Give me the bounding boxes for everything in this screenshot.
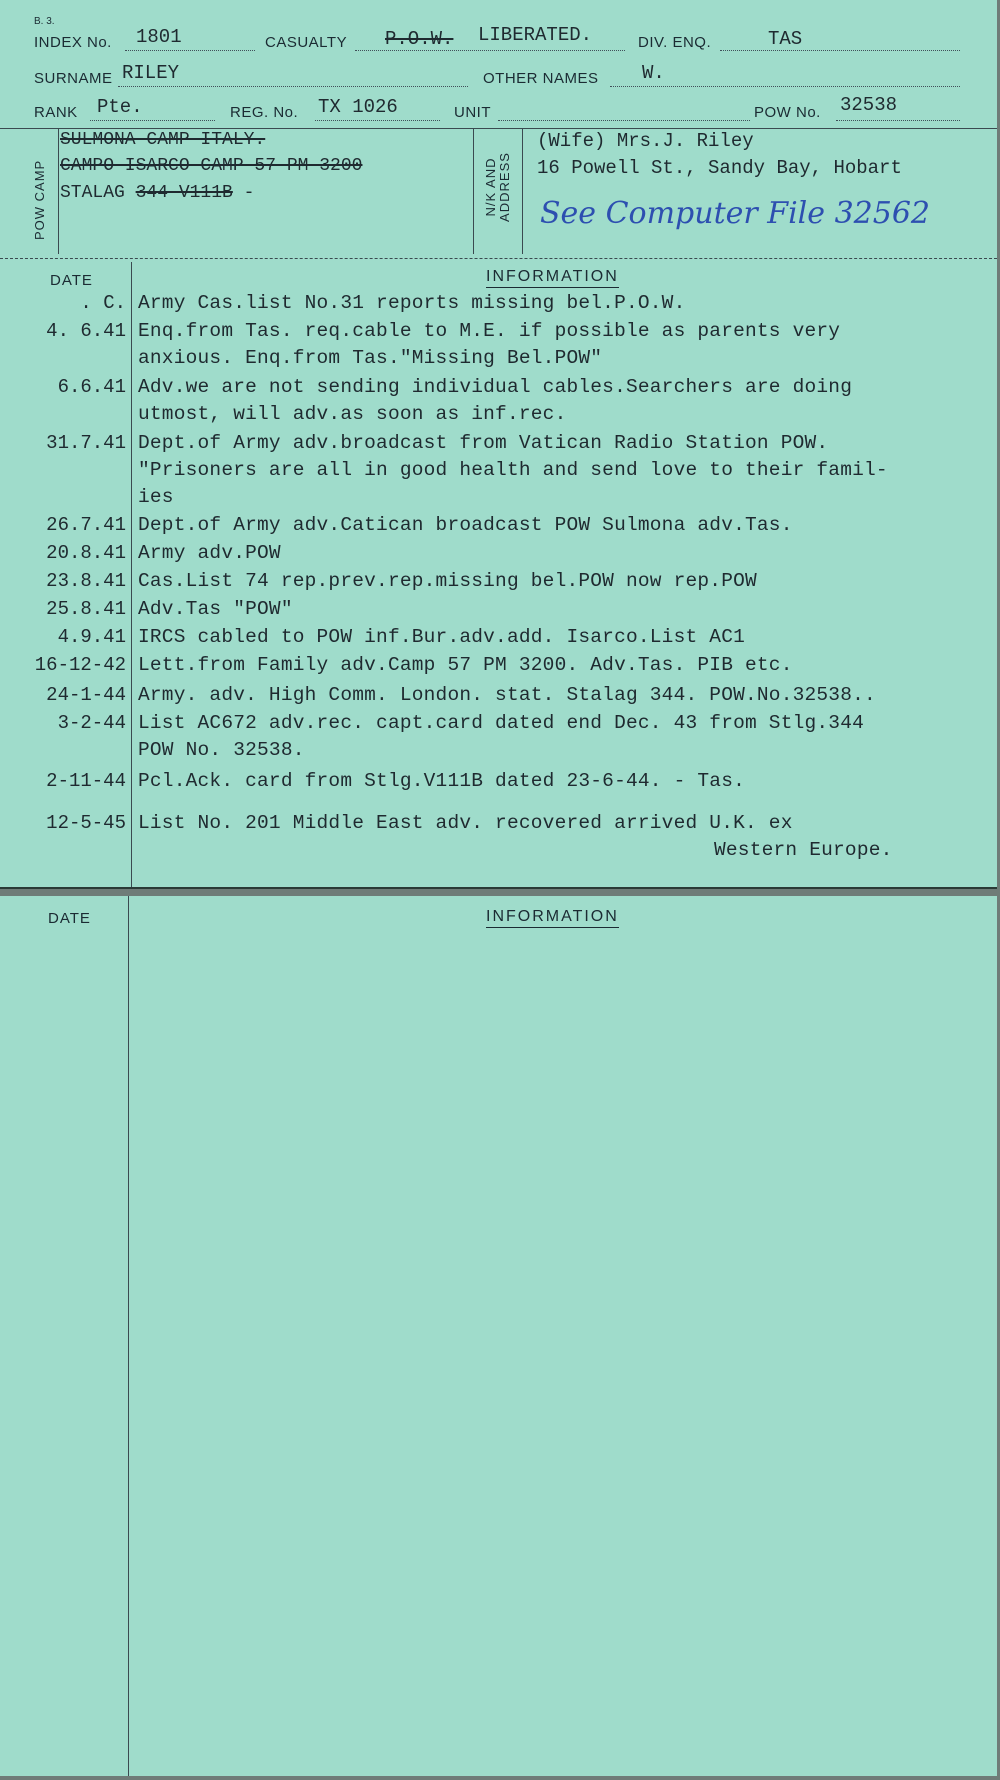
entry-text: IRCS cabled to POW inf.Bur.adv.add. Isarco.List AC1 — [138, 626, 745, 648]
other-names-label: OTHER NAMES — [483, 70, 599, 87]
rank-value: Pte. — [97, 96, 143, 118]
div-enq-value: TAS — [768, 28, 803, 50]
entry-date: 20.8.41 — [46, 542, 126, 564]
pow-camp-line1: SULMONA CAMP ITALY. — [60, 130, 266, 150]
pow-camp-line2: CAMPO ISARCO CAMP 57 PM 3200 — [60, 156, 363, 176]
form-code: B. 3. — [34, 16, 55, 27]
nk-address-line1: (Wife) Mrs.J. Riley — [537, 130, 754, 152]
card-back — [0, 896, 997, 1776]
casualty-label: CASUALTY — [265, 34, 348, 51]
entry-text: Army adv.POW — [138, 542, 281, 564]
entry-text: Pcl.Ack. card from Stlg.V111B dated 23-6-44. - Tas. — [138, 770, 745, 792]
information-header: INFORMATION — [486, 268, 619, 288]
entry-date: . C. — [80, 292, 126, 314]
entry-text: POW No. 32538. — [138, 739, 305, 761]
reg-no-value: TX 1026 — [318, 96, 398, 118]
index-no-value: 1801 — [136, 26, 182, 48]
pow-no-label: POW No. — [754, 104, 821, 121]
entry-text: Army. adv. High Comm. London. stat. Stalag 344. POW.No.32538.. — [138, 684, 876, 706]
back-date-header: DATE — [48, 910, 91, 927]
entry-date: 31.7.41 — [46, 432, 126, 454]
reg-no-label: REG. No. — [230, 104, 299, 121]
entry-text: List No. 201 Middle East adv. recovered arrived U.K. ex — [138, 812, 793, 834]
entry-text: List AC672 adv.rec. capt.card dated end Dec. 43 from Stlg.344 — [138, 712, 865, 734]
back-information-header: INFORMATION — [486, 908, 619, 928]
nk-address-line2: 16 Powell St., Sandy Bay, Hobart — [537, 157, 902, 179]
entry-date: 24-1-44 — [46, 684, 126, 706]
entry-text: anxious. Enq.from Tas."Missing Bel.POW" — [138, 347, 603, 369]
entry-text: Dept.of Army adv.broadcast from Vatican Radio Station POW. — [138, 432, 829, 454]
nk-address-label: N/K AND ADDRESS — [483, 152, 512, 222]
entry-text: ies — [138, 486, 174, 508]
pow-no-value: 32538 — [840, 94, 898, 116]
date-header: DATE — [50, 272, 93, 289]
entry-date: 4.9.41 — [57, 626, 126, 648]
other-names-value: W. — [642, 62, 665, 84]
rank-label: RANK — [34, 104, 78, 121]
entry-text: "Prisoners are all in good health and send love to their famil- — [138, 459, 888, 481]
pow-camp-label: POW CAMP — [32, 159, 47, 240]
entry-text: Dept.of Army adv.Catican broadcast POW Sulmona adv.Tas. — [138, 514, 793, 536]
casualty-struck: P.O.W. — [385, 28, 454, 50]
entry-text: Cas.List 74 rep.prev.rep.missing bel.POW now rep.POW — [138, 570, 757, 592]
pow-camp-line3-prefix: STALAG — [60, 183, 136, 203]
surname-value: RILEY — [122, 62, 180, 84]
entry-date: 6.6.41 — [57, 376, 126, 398]
pow-camp-line3-suffix: - — [232, 183, 255, 203]
entry-text: Adv.we are not sending individual cables.Searchers are doing — [138, 376, 853, 398]
entry-text: Lett.from Family adv.Camp 57 PM 3200. Adv.Tas. PIB etc. — [138, 654, 793, 676]
entry-text: Adv.Tas "POW" — [138, 598, 293, 620]
entry-text: Army Cas.list No.31 reports missing bel.P.O.W. — [138, 292, 686, 314]
index-no-label: INDEX No. — [34, 34, 112, 51]
entry-text: Western Europe. — [714, 839, 893, 861]
casualty-value: LIBERATED. — [478, 24, 593, 46]
entry-date: 2-11-44 — [46, 770, 126, 792]
pow-camp-line3-struck: 344 V111B — [135, 183, 233, 203]
entry-date: 12-5-45 — [46, 812, 126, 834]
entry-date: 23.8.41 — [46, 570, 126, 592]
surname-label: SURNAME — [34, 70, 113, 87]
entry-date: 16-12-42 — [34, 654, 126, 676]
unit-label: UNIT — [454, 104, 491, 121]
entry-text: utmost, will adv.as soon as inf.rec. — [138, 403, 567, 425]
handwritten-note: See Computer File 32562 — [540, 196, 930, 231]
entry-date: 3-2-44 — [57, 712, 126, 734]
entry-date: 25.8.41 — [46, 598, 126, 620]
entry-date: 26.7.41 — [46, 514, 126, 536]
entry-date: 4. 6.41 — [46, 320, 126, 342]
card-front — [0, 0, 997, 889]
div-enq-label: DIV. ENQ. — [638, 34, 712, 51]
entry-text: Enq.from Tas. req.cable to M.E. if possible as parents very — [138, 320, 841, 342]
